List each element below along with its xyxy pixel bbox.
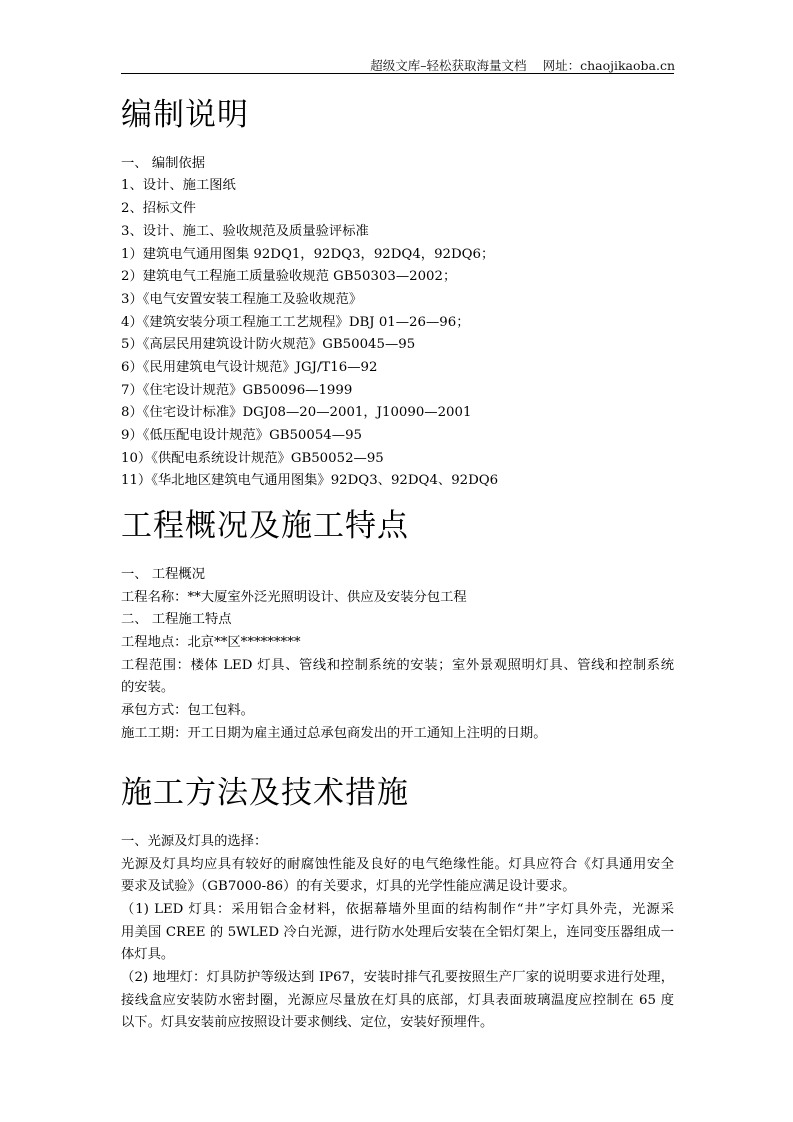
list-item: 1、设计、施工图纸 xyxy=(121,178,236,193)
paragraph-line: 体灯具。 xyxy=(121,947,175,962)
list-item: 5）《高层民用建筑设计防火规范》GB50045—95 xyxy=(121,337,416,352)
paragraph-line: （1) LED 灯具：采用铝合金材料，依据幕墙外里面的结构制作“井”字灯具外壳，光源采 xyxy=(121,902,674,917)
header-divider xyxy=(121,73,674,74)
paragraph-line: 以下。灯具安装前应按照设计要求侧线、定位，安装好预埋件。 xyxy=(121,1015,494,1030)
paragraph-line: 的安装。 xyxy=(121,680,175,695)
section-title-construction-methods: 施工方法及技术措施 xyxy=(121,775,409,811)
paragraph-line: 工程地点：北京**区********* xyxy=(121,635,301,650)
list-item: 2）建筑电气工程施工质量验收规范 GB50303—2002； xyxy=(121,269,457,284)
header-url[interactable]: 网址：chaojikaoba.cn xyxy=(542,58,675,73)
list-item: 10）《供配电系统设计规范》GB50052—95 xyxy=(121,451,384,466)
list-item: 3）《电气安置安装工程施工及验收规范》 xyxy=(121,292,363,307)
paragraph-line: 要求及试验》（GB7000-86）的有关要求，灯具的光学性能应满足设计要求。 xyxy=(121,879,576,894)
paragraph-line: 二、 工程施工特点 xyxy=(121,612,232,627)
paragraph-line: 用美国 CREE 的 5WLED 冷白光源，进行防水处理后安装在全铝灯架上，连同变压器组成一 xyxy=(121,925,674,940)
paragraph-line: 一、 工程概况 xyxy=(121,567,206,582)
paragraph-line: 工程名称：**大厦室外泛光照明设计、供应及安装分包工程 xyxy=(121,590,467,605)
page-header xyxy=(121,56,675,74)
paragraph-line: 工程范围：楼体 LED 灯具、管线和控制系统的安装；室外景观照明灯具、管线和控制系统 xyxy=(121,658,674,673)
list-item: 3、设计、施工、验收规范及质量验评标准 xyxy=(121,224,369,239)
paragraph-line: （2) 地埋灯：灯具防护等级达到 IP67，安装时排气孔要按照生产厂家的说明要求进行处理， xyxy=(121,970,674,985)
list-item: 6）《民用建筑电气设计规范》JGJ/T16—92 xyxy=(121,360,378,375)
paragraph-line: 接线盒应安装防水密封圈，光源应尽量放在灯具的底部，灯具表面玻璃温度应控制在 65 度 xyxy=(121,993,674,1008)
list-item: 7）《住宅设计规范》GB50096—1999 xyxy=(121,383,353,398)
list-item: 4）《建筑安装分项工程施工工艺规程》DBJ 01—26—96； xyxy=(121,315,470,330)
paragraph-line: 承包方式：包工包料。 xyxy=(121,703,254,718)
header-site-name: 超级文库–轻松获取海量文档 xyxy=(370,58,527,73)
paragraph-line: 光源及灯具均应具有较好的耐腐蚀性能及良好的电气绝缘性能。灯具应符合《灯具通用安全 xyxy=(121,857,674,872)
list-item: 一、 编制依据 xyxy=(121,156,206,171)
paragraph-line: 施工工期：开工日期为雇主通过总承包商发出的开工通知上注明的日期。 xyxy=(121,726,547,741)
section-title-project-overview: 工程概况及施工特点 xyxy=(121,508,409,544)
list-item: 9）《低压配电设计规范》GB50054—95 xyxy=(121,428,362,443)
list-item: 8）《住宅设计标准》DGJ08—20—2001，J10090—2001 xyxy=(121,405,472,420)
section-title-compilation-notes: 编制说明 xyxy=(121,97,249,133)
paragraph-line: 一、光源及灯具的选择： xyxy=(121,834,268,849)
list-item: 2、招标文件 xyxy=(121,201,196,216)
list-item: 11）《华北地区建筑电气通用图集》92DQ3、92DQ4、92DQ6 xyxy=(121,473,499,488)
list-item: 1）建筑电气通用图集 92DQ1，92DQ3，92DQ4，92DQ6； xyxy=(121,247,495,262)
